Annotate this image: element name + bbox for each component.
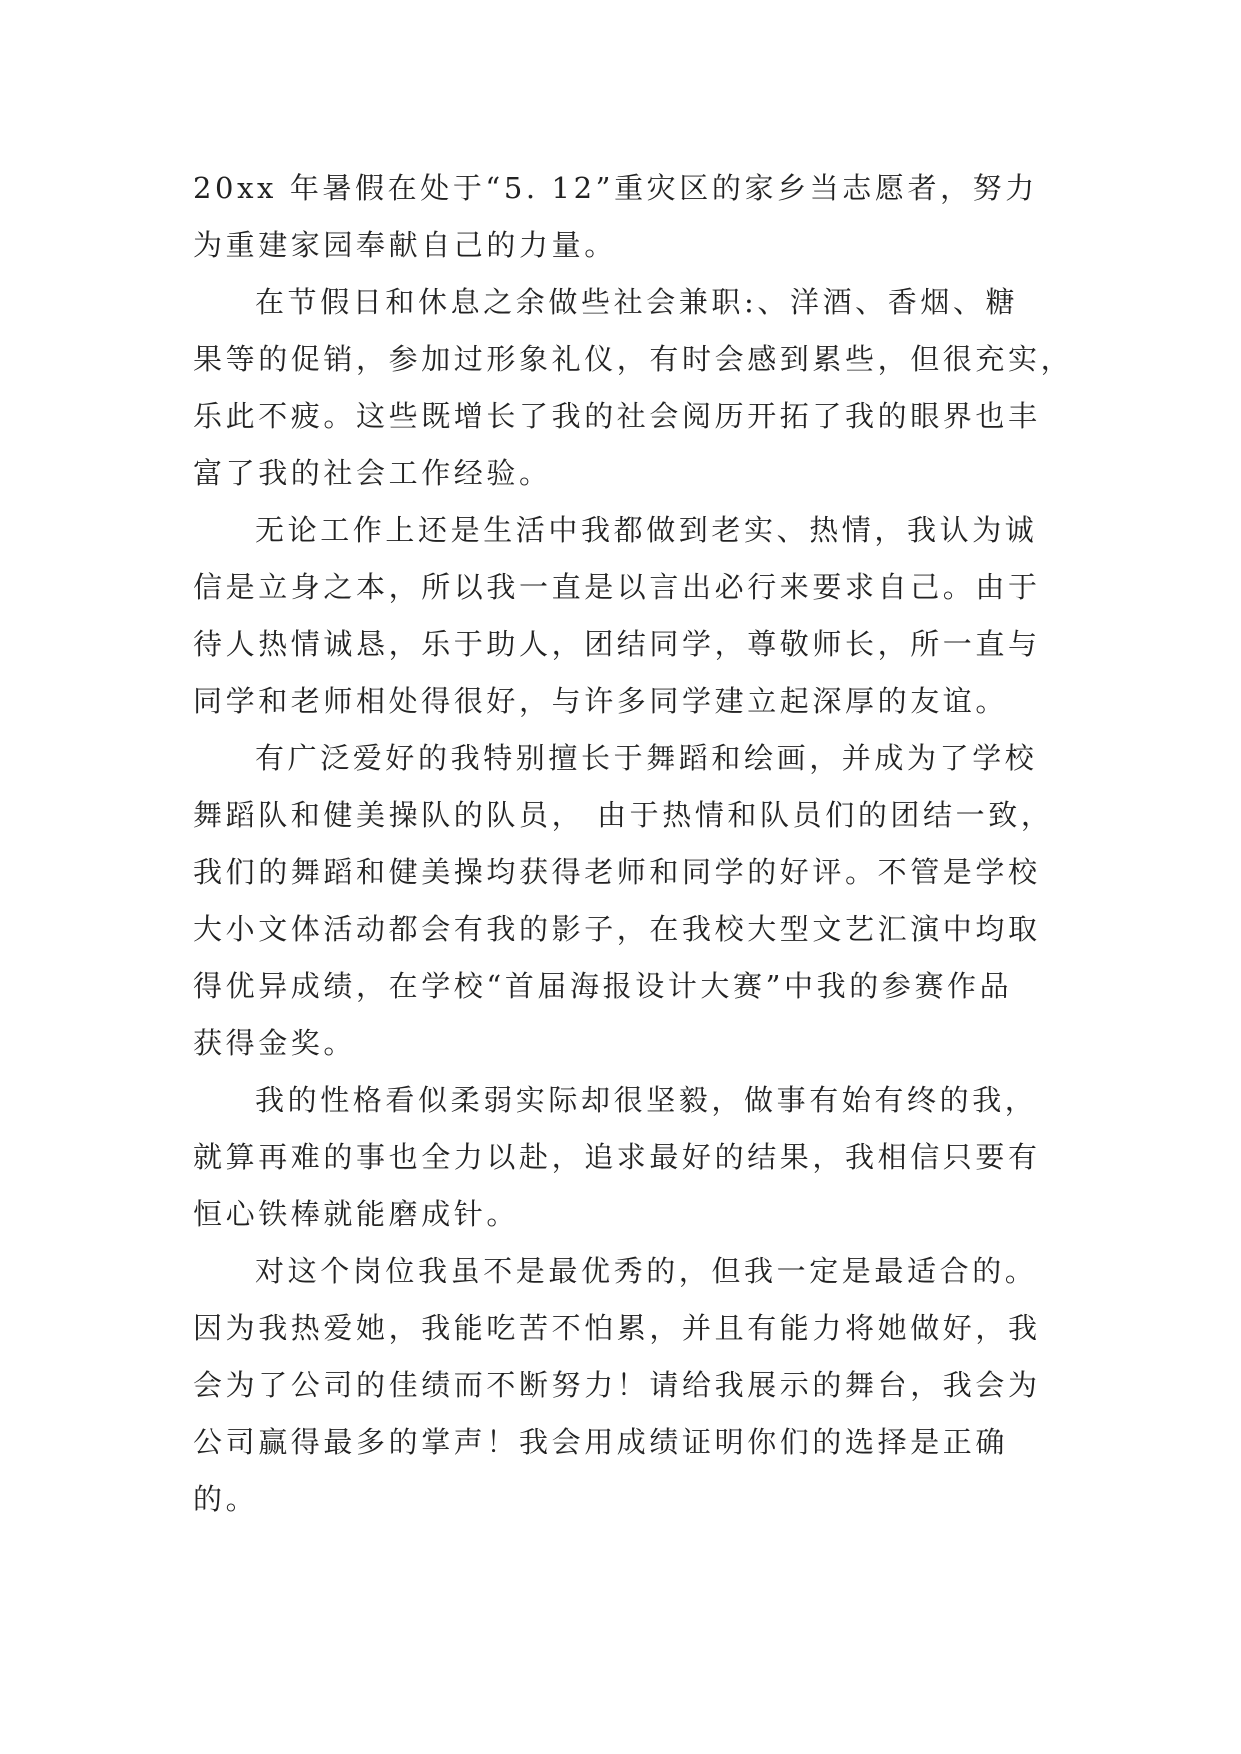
text-line: 因为我热爱她，我能吃苦不怕累，并且有能力将她做好，我: [193, 1311, 1041, 1345]
text-line: 有广泛爱好的我特别擅长于舞蹈和绘画，并成为了学校: [255, 741, 1038, 775]
text-line: 就算再难的事也全力以赴，追求最好的结果，我相信只要有: [193, 1140, 1041, 1174]
text-line: 得优异成绩，在学校“首届海报设计大赛”中我的参赛作品: [193, 969, 1013, 1003]
text-line: 舞蹈队和健美操队的队员， 由于热情和队员们的团结一致，: [193, 798, 1054, 832]
text-line: 信是立身之本，所以我一直是以言出必行来要求自己。由于: [193, 570, 1041, 604]
paragraph-part-time-work: [193, 274, 1074, 502]
document-body: [193, 160, 1074, 1528]
paragraph-volunteer: [193, 160, 1063, 274]
text-line: 20xx 年暑假在处于“5. 12”重灾区的家乡当志愿者，努力: [193, 171, 1038, 205]
text-line: 我们的舞蹈和健美操均获得老师和同学的好评。不管是学校: [193, 855, 1041, 889]
paragraph-hobbies: [193, 730, 1063, 1072]
text-line: 富了我的社会工作经验。: [193, 456, 552, 490]
paragraph-conclusion: [193, 1243, 1063, 1528]
text-line: 我的性格看似柔弱实际却很坚毅，做事有始有终的我，: [255, 1083, 1038, 1117]
text-line: 在节假日和休息之余做些社会兼职:、洋酒、香烟、糖: [255, 285, 1019, 319]
text-line: 待人热情诚恳，乐于助人，团结同学，尊敬师长，所一直与: [193, 627, 1041, 661]
text-line: 公司赢得最多的掌声！我会用成绩证明你们的选择是正确: [193, 1425, 1009, 1459]
text-line: 为重建家园奉献自己的力量。: [193, 228, 617, 262]
text-line: 大小文体活动都会有我的影子，在我校大型文艺汇演中均取: [193, 912, 1041, 946]
text-line: 恒心铁棒就能磨成针。: [193, 1197, 520, 1231]
text-line: 会为了公司的佳绩而不断努力！请给我展示的舞台，我会为: [193, 1368, 1041, 1402]
text-line: 的。: [193, 1482, 259, 1516]
paragraph-integrity: [193, 502, 1063, 730]
text-line: 乐此不疲。这些既增长了我的社会阅历开拓了我的眼界也丰: [193, 399, 1041, 433]
text-line: 无论工作上还是生活中我都做到老实、热情，我认为诚: [255, 513, 1038, 547]
text-line: 获得金奖。: [193, 1026, 357, 1060]
text-line: 果等的促销，参加过形象礼仪，有时会感到累些，但很充实，: [193, 342, 1074, 376]
text-line: 对这个岗位我虽不是最优秀的，但我一定是最适合的。: [255, 1254, 1038, 1288]
paragraph-personality: [193, 1072, 1063, 1243]
text-line: 同学和老师相处得很好，与许多同学建立起深厚的友谊。: [193, 684, 1009, 718]
